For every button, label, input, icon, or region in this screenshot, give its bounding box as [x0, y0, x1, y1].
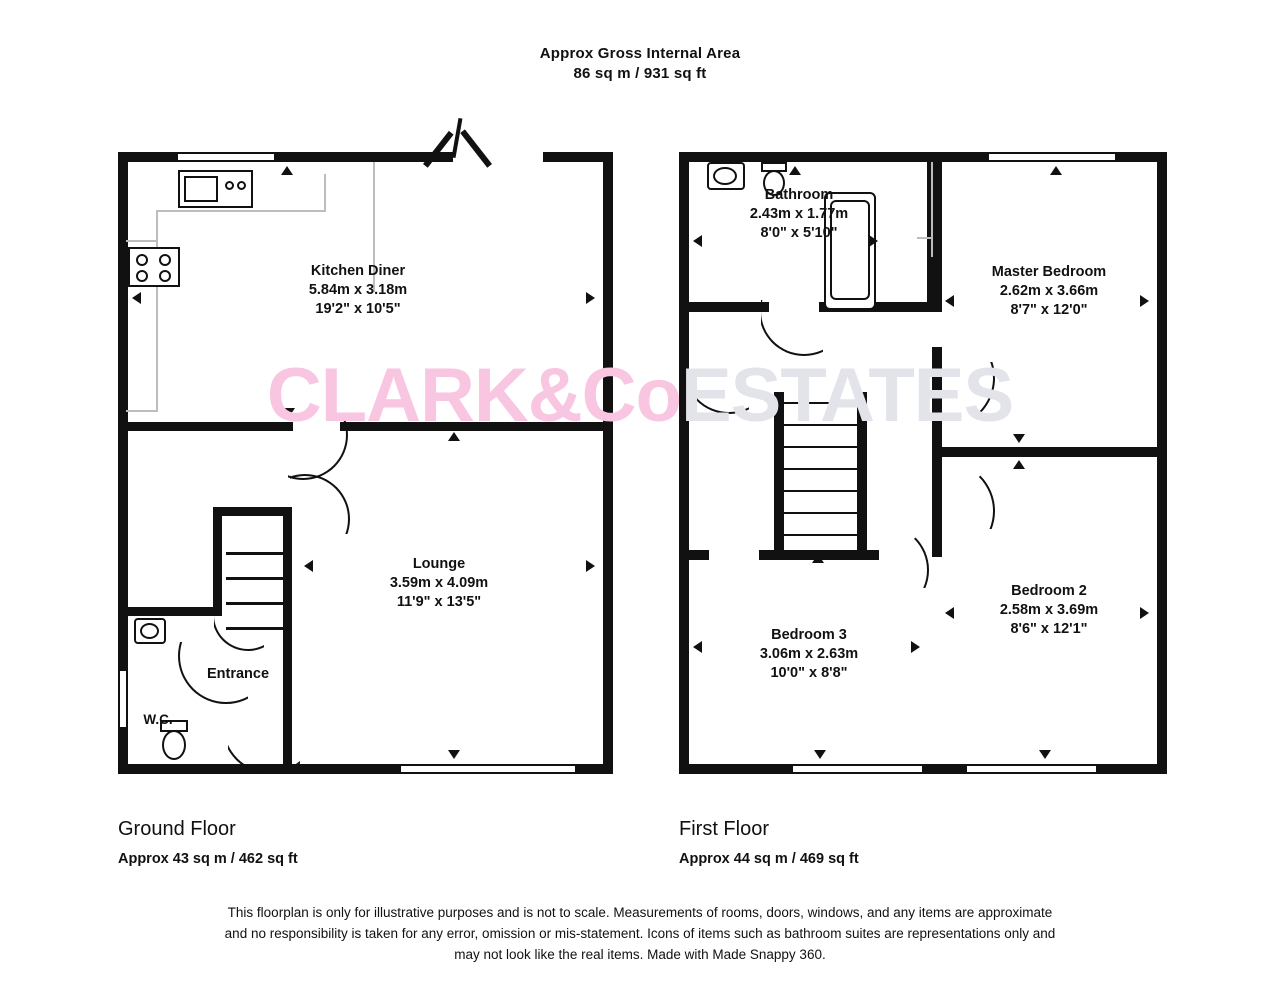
disclaimer-line1: This floorplan is only for illustrative purposes and is not to scale. Measurements of rooms, doors, windows, and any items are approximate [227, 905, 1053, 920]
gf-stair-step-2 [226, 577, 284, 580]
ff-stair-wall-left [774, 392, 784, 552]
first-floor-title: First Floor [679, 818, 769, 840]
gf-arrow-kitchen-left [132, 292, 141, 304]
gf-arrow-lounge-left [304, 560, 313, 572]
ff-arrow-bed2-top [1013, 460, 1025, 469]
gf-arrow-lounge-top [448, 432, 460, 441]
gf-arrow-hall [283, 408, 295, 417]
ff-bed2-metric: 2.58m x 3.69m [999, 602, 1099, 618]
gf-wc-name: W.C. [143, 712, 173, 727]
ground-floor-area: Approx 43 sq m / 462 sq ft [118, 851, 298, 867]
ff-arrow-master-bottom [1013, 434, 1025, 443]
gf-kitchen-counter-bottom [126, 410, 158, 412]
ff-wall-bath-bottom [679, 302, 769, 312]
ground-floor-plan [118, 152, 613, 774]
ff-stair-step-1 [784, 402, 857, 404]
ff-bath-basin-bowl [713, 167, 737, 185]
gf-arrow-kitchen-right [586, 292, 595, 304]
ff-bathroom-name: Bathroom [764, 187, 834, 203]
gross-area-header [0, 44, 1280, 84]
disclaimer-line2: and no responsibility is taken for any error, omission or mis-statement. Icons of items such as bathroom suites are representations only and [224, 926, 1056, 941]
gf-wc-basin-bowl [140, 623, 159, 639]
ff-label-bed2 [929, 582, 1169, 639]
ff-window-master-top [987, 152, 1117, 162]
gf-stair-step-1 [226, 552, 284, 555]
ground-floor-title: Ground Floor [118, 818, 236, 840]
ff-door-bed2 [929, 457, 1001, 529]
gf-door-lounge-hall [290, 472, 352, 534]
gf-hob-ring-4 [159, 270, 171, 282]
gf-wc-toilet-pan [162, 730, 186, 760]
ff-wall-top-1 [679, 152, 969, 162]
ff-bed3-imperial: 10'0" x 8'8" [770, 665, 848, 681]
ff-arrow-bathroom-top [789, 166, 801, 175]
ff-label-bed3 [689, 626, 929, 683]
gf-hob-ring-2 [159, 254, 171, 266]
ff-master-name: Master Bedroom [991, 264, 1107, 280]
gf-sink-tap [225, 181, 234, 190]
ff-stair-wall-right [857, 392, 867, 552]
gf-kitchen-name: Kitchen Diner [310, 263, 406, 279]
gf-porch-left [423, 131, 454, 168]
ff-stair-step-5 [784, 490, 857, 492]
ff-wall-bottom-3 [922, 764, 967, 774]
gf-door-front [228, 718, 300, 778]
watermark-part1: CLARK&Co [266, 353, 681, 438]
ff-bed3-metric: 3.06m x 2.63m [759, 646, 859, 662]
ff-wall-right [1157, 152, 1167, 774]
ff-door-master [929, 362, 1001, 434]
gf-sink-drain [237, 181, 246, 190]
gf-sink-bowl [184, 176, 218, 202]
ff-master-imperial: 8'7" x 12'0" [1010, 302, 1088, 318]
disclaimer-line3: may not look like the real items. Made with Made Snappy 360. [454, 947, 826, 962]
gf-window-bottom-lounge [399, 764, 577, 774]
gf-wall-mid-horizontal-2 [340, 422, 603, 431]
ff-label-master [924, 263, 1174, 320]
ff-bath-partition [931, 162, 933, 257]
gross-area-line2: 86 sq m / 931 sq ft [573, 65, 707, 82]
gf-kitchen-counter-top [156, 210, 326, 212]
gf-arrow-lounge-bottom [448, 750, 460, 759]
gf-lounge-metric: 3.59m x 4.09m [389, 575, 489, 591]
ff-stair-step-4 [784, 468, 857, 470]
ff-master-metric: 2.62m x 3.66m [999, 283, 1099, 299]
ff-arrow-master-top [1050, 166, 1062, 175]
ff-door-bed3 [867, 522, 933, 588]
gf-hob-ring-1 [136, 254, 148, 266]
ff-wall-bottom-1 [679, 764, 774, 774]
gf-lounge-imperial: 11'9" x 13'5" [396, 594, 482, 610]
gf-hob-ring-3 [136, 270, 148, 282]
ff-bed2-name: Bedroom 2 [1011, 583, 1087, 599]
ff-window-bed2-bottom [965, 764, 1098, 774]
gf-wall-hall-left [213, 507, 222, 615]
ff-arrow-bed3-bottom [814, 750, 826, 759]
gf-kitchen-counter-vert [324, 174, 326, 212]
watermark-part2: ESTATES [680, 353, 1014, 438]
ff-arrow-landing [812, 554, 824, 563]
ff-door-landing-top [679, 352, 749, 422]
gf-label-lounge [314, 555, 564, 612]
ff-wall-mid-horizontal [932, 447, 1157, 457]
gf-stair-step-3 [226, 602, 284, 605]
gf-entrance-name: Entrance [206, 666, 270, 682]
gf-wall-bottom-right [288, 764, 403, 774]
gf-wall-right [603, 152, 613, 774]
gf-kitchen-counter-left2 [126, 240, 158, 242]
ff-bed3-name: Bedroom 3 [771, 627, 847, 643]
first-floor-area: Approx 44 sq m / 469 sq ft [679, 851, 859, 867]
gf-label-wc [113, 710, 203, 729]
gf-wall-left-lower [118, 427, 128, 612]
gf-wall-left [118, 152, 128, 427]
ff-stair-step-2 [784, 424, 857, 426]
gf-hob [128, 247, 180, 287]
gf-window-kitchen-top [176, 152, 276, 162]
ff-window-bed3-bottom [791, 764, 924, 774]
gf-lounge-name: Lounge [412, 556, 466, 572]
gf-wall-hall-top [213, 507, 291, 516]
ff-bed2-imperial: 8'6" x 12'1" [1010, 621, 1088, 637]
gf-label-kitchen [233, 262, 483, 319]
ff-wall-bottom-4 [1097, 764, 1167, 774]
ff-arrow-bed2-bottom [1039, 750, 1051, 759]
gf-wall-wc-top [118, 607, 222, 616]
gf-arrow-kitchen-top [281, 166, 293, 175]
ff-stair-step-6 [784, 512, 857, 514]
ff-label-bathroom [674, 186, 924, 243]
ff-wall-left [679, 152, 689, 774]
disclaimer [0, 902, 1280, 965]
gf-label-entrance [158, 665, 318, 684]
ff-door-bathroom [761, 300, 823, 362]
gf-kitchen-imperial: 19'2" x 10'5" [315, 301, 401, 317]
gf-wall-mid-horizontal [118, 422, 293, 431]
gf-porch-arc-left [452, 118, 463, 158]
ff-bathroom-metric: 2.43m x 1.77m [749, 206, 849, 222]
gf-kitchen-metric: 5.84m x 3.18m [308, 282, 408, 298]
gf-porch-right [460, 129, 492, 167]
gf-arrow-lounge-right [586, 560, 595, 572]
ff-stair-step-3 [784, 446, 857, 448]
gf-wall-bottom-right2 [573, 764, 613, 774]
ff-stair-step-7 [784, 534, 857, 536]
ff-bathroom-imperial: 8'0" x 5'10" [760, 225, 838, 241]
first-floor-plan [679, 152, 1167, 774]
gf-door-wc [214, 607, 264, 657]
ff-door-landing-lower [689, 527, 751, 589]
gross-area-line1: Approx Gross Internal Area [539, 45, 741, 62]
